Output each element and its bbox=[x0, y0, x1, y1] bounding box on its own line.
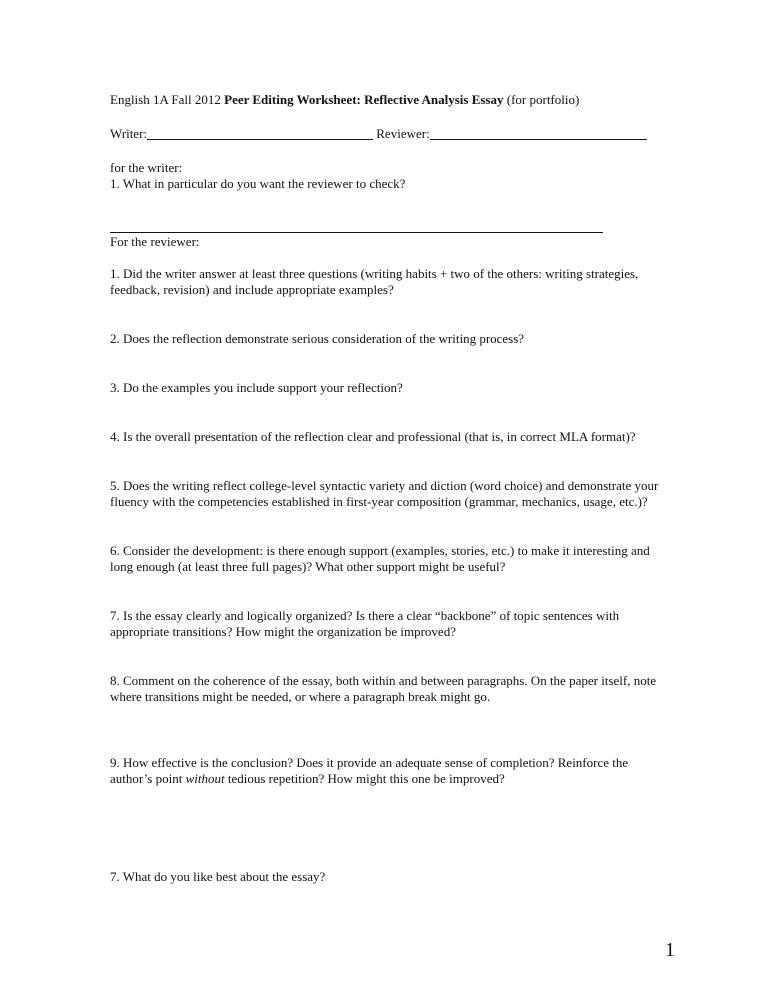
reviewer-name-blank[interactable] bbox=[430, 126, 647, 140]
reviewer-question-9: 9. How effective is the conclusion? Does it provide an adequate sense of completion? Reinforce the author’s point without tedious repetition? How might this one be improved? bbox=[110, 755, 629, 786]
worksheet-title-bold: Peer Editing Worksheet: Reflective Analysis Essay bbox=[224, 92, 504, 107]
reviewer-question-7: 7. Is the essay clearly and logically organized? Is there a clear “backbone” of topic sentences with appropriate transitions? How might the organization be improved? bbox=[110, 608, 620, 639]
writer-name-blank[interactable] bbox=[147, 126, 373, 140]
worksheet-title-note: (for portfolio) bbox=[503, 92, 580, 107]
writer-question-1: 1. What in particular do you want the reviewer to check? bbox=[110, 176, 406, 191]
names-row bbox=[110, 126, 670, 142]
course-label: English 1A Fall 2012 bbox=[110, 92, 225, 107]
reviewer-question-6: 6. Consider the development: is there enough support (examples, stories, etc.) to make it interesting and long enough (at least three full pages)? What other support might be useful? bbox=[110, 543, 650, 574]
reviewer-question-2: 2. Does the reflection demonstrate serious consideration of the writing process? bbox=[110, 331, 525, 346]
reviewer-question-1: 1. Did the writer answer at least three questions (writing habits + two of the others: writing strategies, feedback, revision) and include appropriate examples? bbox=[110, 266, 639, 297]
reviewer-question-final: 7. What do you like best about the essay? bbox=[110, 869, 326, 884]
writer-section-heading: for the writer: bbox=[110, 160, 183, 175]
page-number: 1 bbox=[665, 939, 675, 961]
writer-answer-line[interactable] bbox=[110, 232, 603, 233]
reviewer-question-3: 3. Do the examples you include support your reflection? bbox=[110, 380, 403, 395]
reviewer-section-heading: For the reviewer: bbox=[110, 234, 200, 249]
worksheet-title bbox=[110, 92, 670, 108]
emphasis-without: without bbox=[185, 771, 225, 786]
reviewer-question-4: 4. Is the overall presentation of the reflection clear and professional (that is, in correct MLA format)? bbox=[110, 429, 636, 444]
reviewer-label: Reviewer: bbox=[373, 126, 430, 141]
reviewer-question-8: 8. Comment on the coherence of the essay, both within and between paragraphs. On the paper itself, note where transitions might be needed, or where a paragraph break might go. bbox=[110, 673, 657, 704]
reviewer-question-5: 5. Does the writing reflect college-level syntactic variety and diction (word choice) and demonstrate your fluency with the competencies established in first-year composition (grammar, mechanics, usage, etc.)? bbox=[110, 478, 659, 509]
writer-label: Writer: bbox=[110, 126, 148, 141]
